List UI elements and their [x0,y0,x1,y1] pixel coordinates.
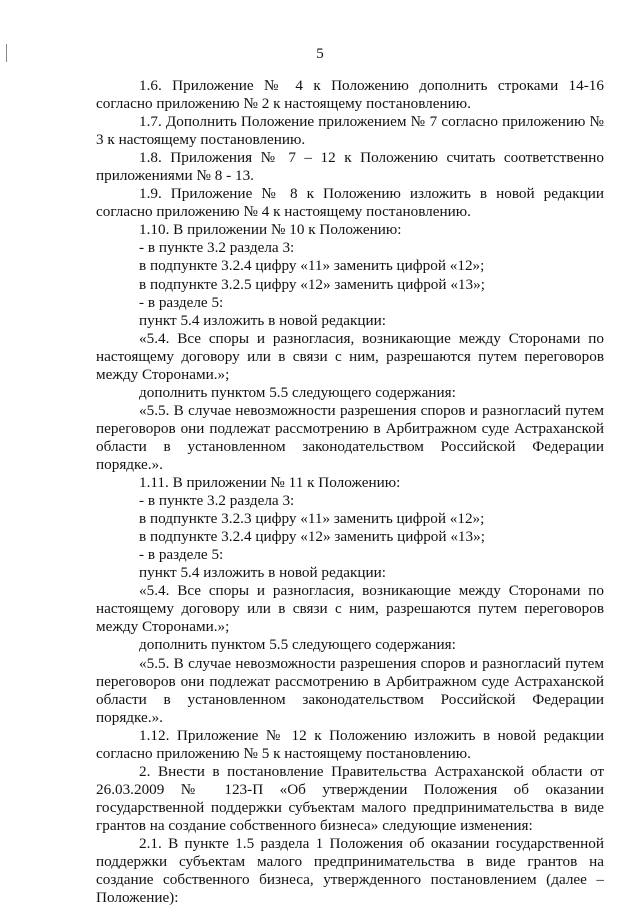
paragraph: дополнить пунктом 5.5 следующего содержания: [139,383,456,401]
paragraph: в подпункте 3.2.4 цифру «12» заменить цифрой «13»; [139,528,485,546]
paragraph: 2. Внести в постановление Правительства Астраханской области от 26.03.2009 № 123-П «Об утверждении Положения об оказании государственной поддержки субъектам малого предпринимательства в виде грантов на создание собственного бизнеса» следующие изменения: [96,762,604,834]
paragraph: 1.12. Приложение № 12 к Положению изложить в новой редакции согласно приложению № 5 к настоящему постановлению. [96,726,604,762]
paragraph: «5.5. В случае невозможности разрешения споров и разногласий путем переговоров они подлежат рассмотрению в Арбитражном суде Астраханской области в установленном законодательством Российской Федерации порядке.». [96,654,604,726]
paragraph: 1.11. В приложении № 11 к Положению: [139,474,401,492]
paragraph: 2.1. В пункте 1.5 раздела 1 Положения об оказании государственной поддержки субъектам малого предпринимательства в виде грантов на создание собственного бизнеса, утвержденного постановлением (далее – Положение): [96,834,604,907]
paragraph: «5.5. В случае невозможности разрешения споров и разногласий путем переговоров они подлежат рассмотрению в Арбитражном суде Астраханской области в установленном законодательством Российской Федерации порядке.». [96,401,604,473]
paragraph: «5.4. Все споры и разногласия, возникающие между Сторонами по настоящему договору или в связи с ним, разрешаются путем переговоров между Сторонами.»; [96,329,604,383]
document-body [96,77,604,907]
paragraph: 1.7. Дополнить Положение приложением № 7 согласно приложению № 3 к настоящему постановлению. [96,113,604,149]
paragraph: 1.8. Приложения № 7 – 12 к Положению считать соответственно приложениями № 8 - 13. [96,149,604,185]
paragraph: - в пункте 3.2 раздела 3: [139,492,295,510]
paragraph: 1.10. В приложении № 10 к Положению: [139,221,402,239]
paragraph: в подпункте 3.2.4 цифру «11» заменить цифрой «12»; [139,257,485,275]
paragraph: пункт 5.4 изложить в новой редакции: [139,311,387,329]
paragraph: 1.6. Приложение № 4 к Положению дополнить строками 14-16 согласно приложению № 2 к настоящему постановлению. [96,77,604,113]
paragraph: дополнить пунктом 5.5 следующего содержания: [139,636,456,654]
paragraph: - в пункте 3.2 раздела 3: [139,239,295,257]
page-number: 5 [316,46,324,62]
paragraph: - в разделе 5: [139,293,224,311]
paragraph: «5.4. Все споры и разногласия, возникающие между Сторонами по настоящему договору или в связи с ним, разрешаются путем переговоров между Сторонами.»; [96,582,604,636]
paragraph: в подпункте 3.2.5 цифру «12» заменить цифрой «13»; [139,275,485,293]
paragraph: - в разделе 5: [139,546,224,564]
paragraph: 1.9. Приложение № 8 к Положению изложить в новой редакции согласно приложению № 4 к настоящему постановлению. [96,185,604,221]
paragraph: пункт 5.4 изложить в новой редакции: [139,564,387,582]
paragraph: в подпункте 3.2.3 цифру «11» заменить цифрой «12»; [139,510,485,528]
